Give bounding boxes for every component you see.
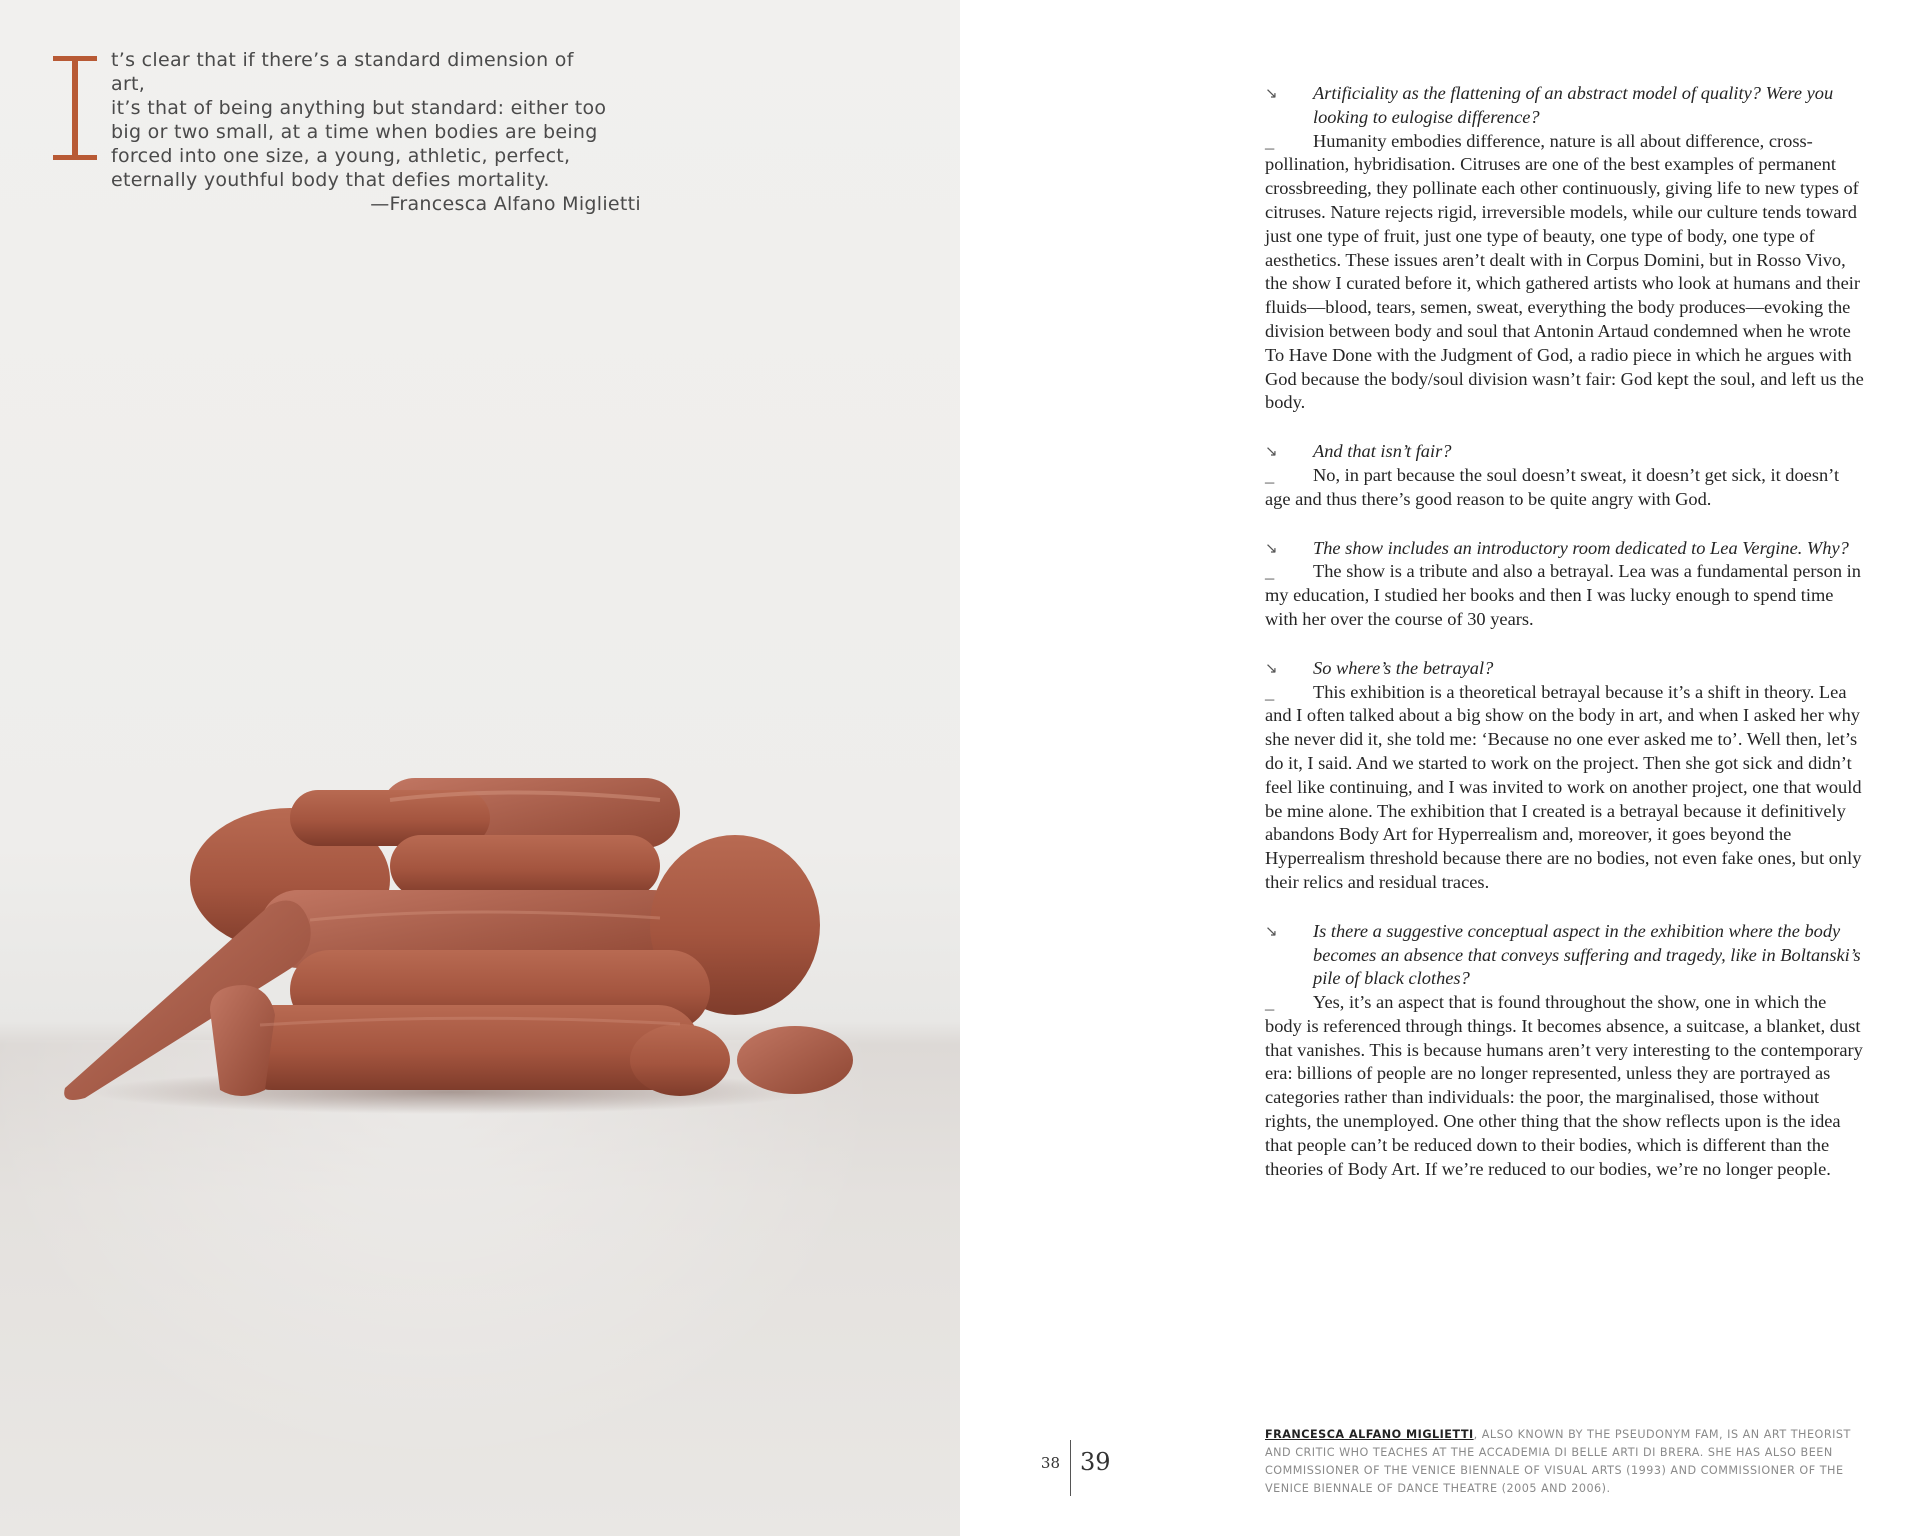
bio-text: , ALSO KNOWN BY THE PSEUDONYM FAM, IS AN ART THEORIST AND CRITIC WHO TEACHES AT THE ACCADEMIA DI BELLE ARTI DI BRERA. SHE HAS ALSO BEEN COMMISSIONER OF THE VENICE BIENNALE OF VISUAL ARTS (1993) AND COMMISSIONER OF THE VENICE BIENNALE OF DANCE THEATRE (2005 AND 2006).: [1265, 1428, 1851, 1496]
page-number-right: 39: [1080, 1448, 1111, 1476]
page-number-divider: [1070, 1440, 1071, 1496]
answer-text: The show is a tribute and also a betrayal. Lea was a fundamental person in my education, I studied her books and then I was lucky enough to spend time with her over the course of 30 years.: [1265, 561, 1861, 629]
page-number-left: 38: [1040, 1454, 1060, 1472]
question: [1265, 657, 1865, 681]
quote-author: —Francesca Alfano Miglietti: [370, 193, 641, 215]
question-arrow-icon: ↘: [1265, 658, 1278, 677]
question-text: And that isn’t fair?: [1313, 441, 1452, 462]
question: [1265, 82, 1865, 130]
question-arrow-icon: ↘: [1265, 538, 1278, 557]
answer: [1265, 130, 1865, 416]
interview-body: [1265, 82, 1865, 1206]
quote-line: forced into one size, a young, athletic, perfect,: [111, 145, 571, 167]
drop-cap-letter-i: [50, 52, 100, 164]
question-arrow-icon: ↘: [1265, 84, 1278, 102]
quote-text: [111, 48, 611, 192]
question-text: Is there a suggestive conceptual aspect in the exhibition where the body becomes an absence that conveys suffering and tragedy, like in Boltanski’s pile of black clothes?: [1313, 920, 1861, 989]
qa-block: [1265, 537, 1865, 632]
question-text: Artificiality as the flattening of an abstract model of quality? Were you looking to eulogise difference?: [1313, 83, 1834, 127]
qa-block: [1265, 920, 1865, 1182]
question: [1265, 537, 1865, 561]
question-text: The show includes an introductory room dedicated to Lea Vergine. Why?: [1313, 537, 1849, 558]
page-numbers: [1020, 1440, 1140, 1500]
answer-text: No, in part because the soul doesn’t sweat, it doesn’t get sick, it doesn’t age and thus there’s good reason to be quite angry with God.: [1265, 464, 1840, 509]
quote-line: big or two small, at a time when bodies are being: [111, 121, 598, 143]
author-bio: [1265, 1426, 1865, 1498]
answer-text: Humanity embodies difference, nature is all about difference, cross-pollination, hybridisation. Citruses are one of the best examples of permanent crossbreeding, they pollinate each other continuously, giving life to new types of citruses. Nature rejects rigid, irreversible models, while our culture tends toward just one type of fruit, just one type of beauty, one type of body, one type of aesthetics. These issues aren’t dealt with in Corpus Domini, but in Rosso Vivo, the show I curated before it, which gathered artists who look at humans and their fluids—blood, tears, semen, sweat, everything the body produces—evoking the division between body and soul that Antonin Artaud condemned when he wrote To Have Done with the Judgment of God, a radio piece in which he argues with God because the body/soul division wasn’t fair: God kept the soul, and left us the body.: [1265, 130, 1864, 413]
question: [1265, 440, 1865, 464]
question-text: So where’s the betrayal?: [1313, 657, 1494, 678]
answer: [1265, 560, 1865, 631]
bio-name: FRANCESCA ALFANO MIGLIETTI: [1265, 1428, 1474, 1442]
answer-dash-icon: _: [1265, 561, 1275, 582]
question-arrow-icon: ↘: [1265, 921, 1278, 940]
answer: [1265, 991, 1865, 1181]
answer: [1265, 681, 1865, 895]
answer-dash-icon: _: [1265, 681, 1275, 702]
answer-dash-icon: _: [1265, 992, 1275, 1013]
answer-text: This exhibition is a theoretical betrayal because it’s a shift in theory. Lea and I often talked about a big show on the body in art, and when I asked her why she never did it, she told me: ‘Because no one ever asked me to’. Well then, let’s do it, I said. And we started to work on the project. Then she got sick and didn’t feel like continuing, and I was invited to work on another project, one that would be mine alone. The exhibition that I created is a betrayal because it definitively abandons Body Art for Hyperrealism and, moreover, it goes beyond the Hyperrealism threshold because there are no bodies, not even fake ones, but only their relics and residual traces.: [1265, 681, 1862, 892]
answer-dash-icon: _: [1265, 130, 1275, 151]
answer-dash-icon: _: [1265, 464, 1275, 485]
qa-block: [1265, 440, 1865, 511]
answer-text: Yes, it’s an aspect that is found throughout the show, one in which the body is referenced through things. It becomes absence, a suitcase, a blanket, dust that vanishes. This is because humans aren’t very interesting to the contemporary era: billions of people are no longer represented, unless they are portrayed as categories rather than individuals: the poor, the marginalised, those without rights, the unemployed. One other thing that the show reflects upon is the idea that people can’t be reduced down to their bodies, which is different than the theories of Body Art. If we’re reduced to our bodies, we’re no longer people.: [1265, 992, 1863, 1179]
qa-block: [1265, 82, 1865, 415]
clay-sculpture-image: [60, 740, 860, 1120]
qa-block: [1265, 657, 1865, 895]
question-arrow-icon: ↘: [1265, 442, 1278, 461]
answer: [1265, 464, 1865, 512]
quote-line: eternally youthful body that defies mortality.: [111, 169, 550, 191]
pull-quote: [50, 48, 650, 216]
text-page: [960, 0, 1920, 1536]
quote-line: it’s that of being anything but standard: either too: [111, 97, 607, 119]
question: [1265, 920, 1865, 991]
quote-line: t’s clear that if there’s a standard dimension of art,: [111, 49, 574, 95]
